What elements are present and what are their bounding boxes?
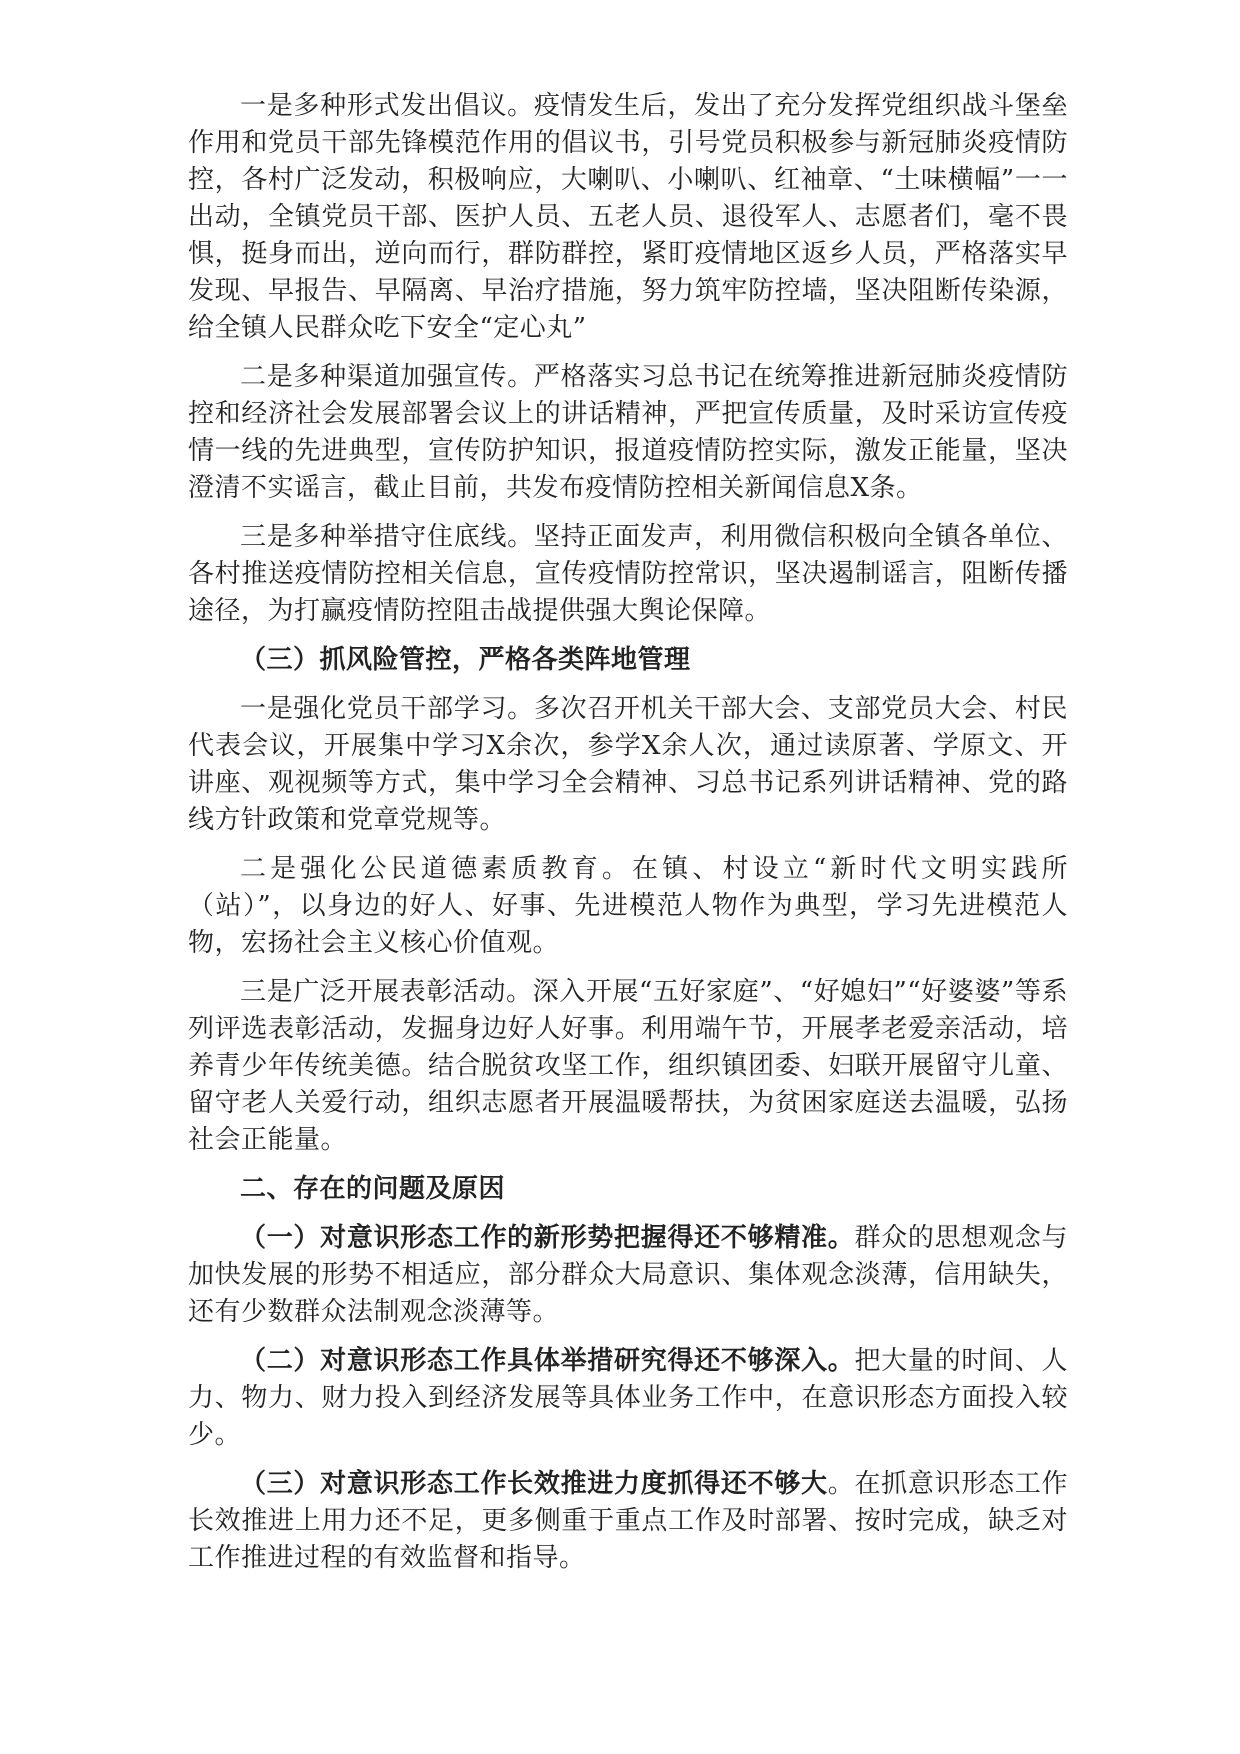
section-heading-problems: 二、存在的问题及原因 — [240, 1174, 506, 1204]
problem-item — [188, 1343, 1068, 1454]
problem-body: 。在抓意识形态工作长效推进上用力还不足，更多侧重于重点工作及时部署、按时完成，缺乏对工作推进过程的有效监督和指导。 — [188, 1469, 1068, 1573]
paragraph-initiative: 一是多种形式发出倡议。疫情发生后，发出了充分发挥党组织战斗堡垒作用和党员干部先锋模范作用的倡议书，引号党员积极参与新冠肺炎疫情防控，各村广泛发动，积极响应，大喇叭、小喇叭、红袖章、“土味横幅”一一出动，全镇党员干部、医护人员、五老人员、退役军人、志愿者们，毫不畏惧，挺身而出，逆向而行，群防群控，紧盯疫情地区返乡人员，严格落实早发现、早报告、早隔离、早治疗措施，努力筑牢防控墙，坚决阻断传染源，给全镇人民群众吃下安全“定心丸” — [188, 91, 1068, 343]
paragraph-cadre-study: 一是强化党员干部学习。多次召开机关干部大会、支部党员大会、村民代表会议，开展集中学习X余次，参学X余人次，通过读原著、学原文、开讲座、观视频等方式，集中学习全会精神、习总书记系列讲话精神、党的路线方针政策和党章党规等。 — [188, 694, 1068, 835]
problem-lead: （二）对意识形态工作具体举措研究得还不够深入。 — [240, 1346, 855, 1376]
paragraph-bottom-line: 三是多种举措守住底线。坚持正面发声，利用微信积极向全镇各单位、各村推送疫情防控相关信息，宣传疫情防控常识，坚决遏制谣言，阻断传播途径，为打赢疫情防控阻击战提供强大舆论保障。 — [188, 522, 1068, 626]
problem-body: 把大量的时间、人力、物力、财力投入到经济发展等具体业务工作中，在意识形态方面投入较少。 — [188, 1346, 1068, 1450]
problem-lead: （三）对意识形态工作长效推进力度抓得还不够大 — [240, 1469, 828, 1499]
document-page — [188, 88, 1068, 1589]
paragraph-moral-education: 二是强化公民道德素质教育。在镇、村设立“新时代文明实践所（站）”，以身边的好人、好事、先进模范人物作为典型，学习先进模范人物，宏扬社会主义核心价值观。 — [188, 854, 1068, 958]
problem-item — [188, 1220, 1068, 1331]
paragraph-publicity: 二是多种渠道加强宣传。严格落实习总书记在统筹推进新冠肺炎疫情防控和经济社会发展部署会议上的讲话精神，严把宣传质量，及时采访宣传疫情一线的先进典型，宣传防护知识，报道疫情防控实际，激发正能量，坚决澄清不实谣言，截止目前，共发布疫情防控相关新闻信息X条。 — [188, 362, 1068, 503]
problem-lead: （一）对意识形态工作的新形势把握得还不够精准。 — [240, 1223, 855, 1253]
paragraph-commendation: 三是广泛开展表彰活动。深入开展“五好家庭”、“好媳妇”“好婆婆”等系列评选表彰活动，发掘身边好人好事。利用端午节，开展孝老爱亲活动，培养青少年传统美德。结合脱贫攻坚工作，组织镇团委、妇联开展留守儿童、留守老人关爱行动，组织志愿者开展温暖帮扶，为贫困家庭送去温暖，弘扬社会正能量。 — [188, 977, 1068, 1155]
problem-item — [188, 1466, 1068, 1577]
section-heading-risk-control: （三）抓风险管控，严格各类阵地管理 — [240, 645, 691, 675]
problem-body: 群众的思想观念与加快发展的形势不相适应，部分群众大局意识、集体观念淡薄，信用缺失，还有少数群众法制观念淡薄等。 — [188, 1223, 1068, 1327]
